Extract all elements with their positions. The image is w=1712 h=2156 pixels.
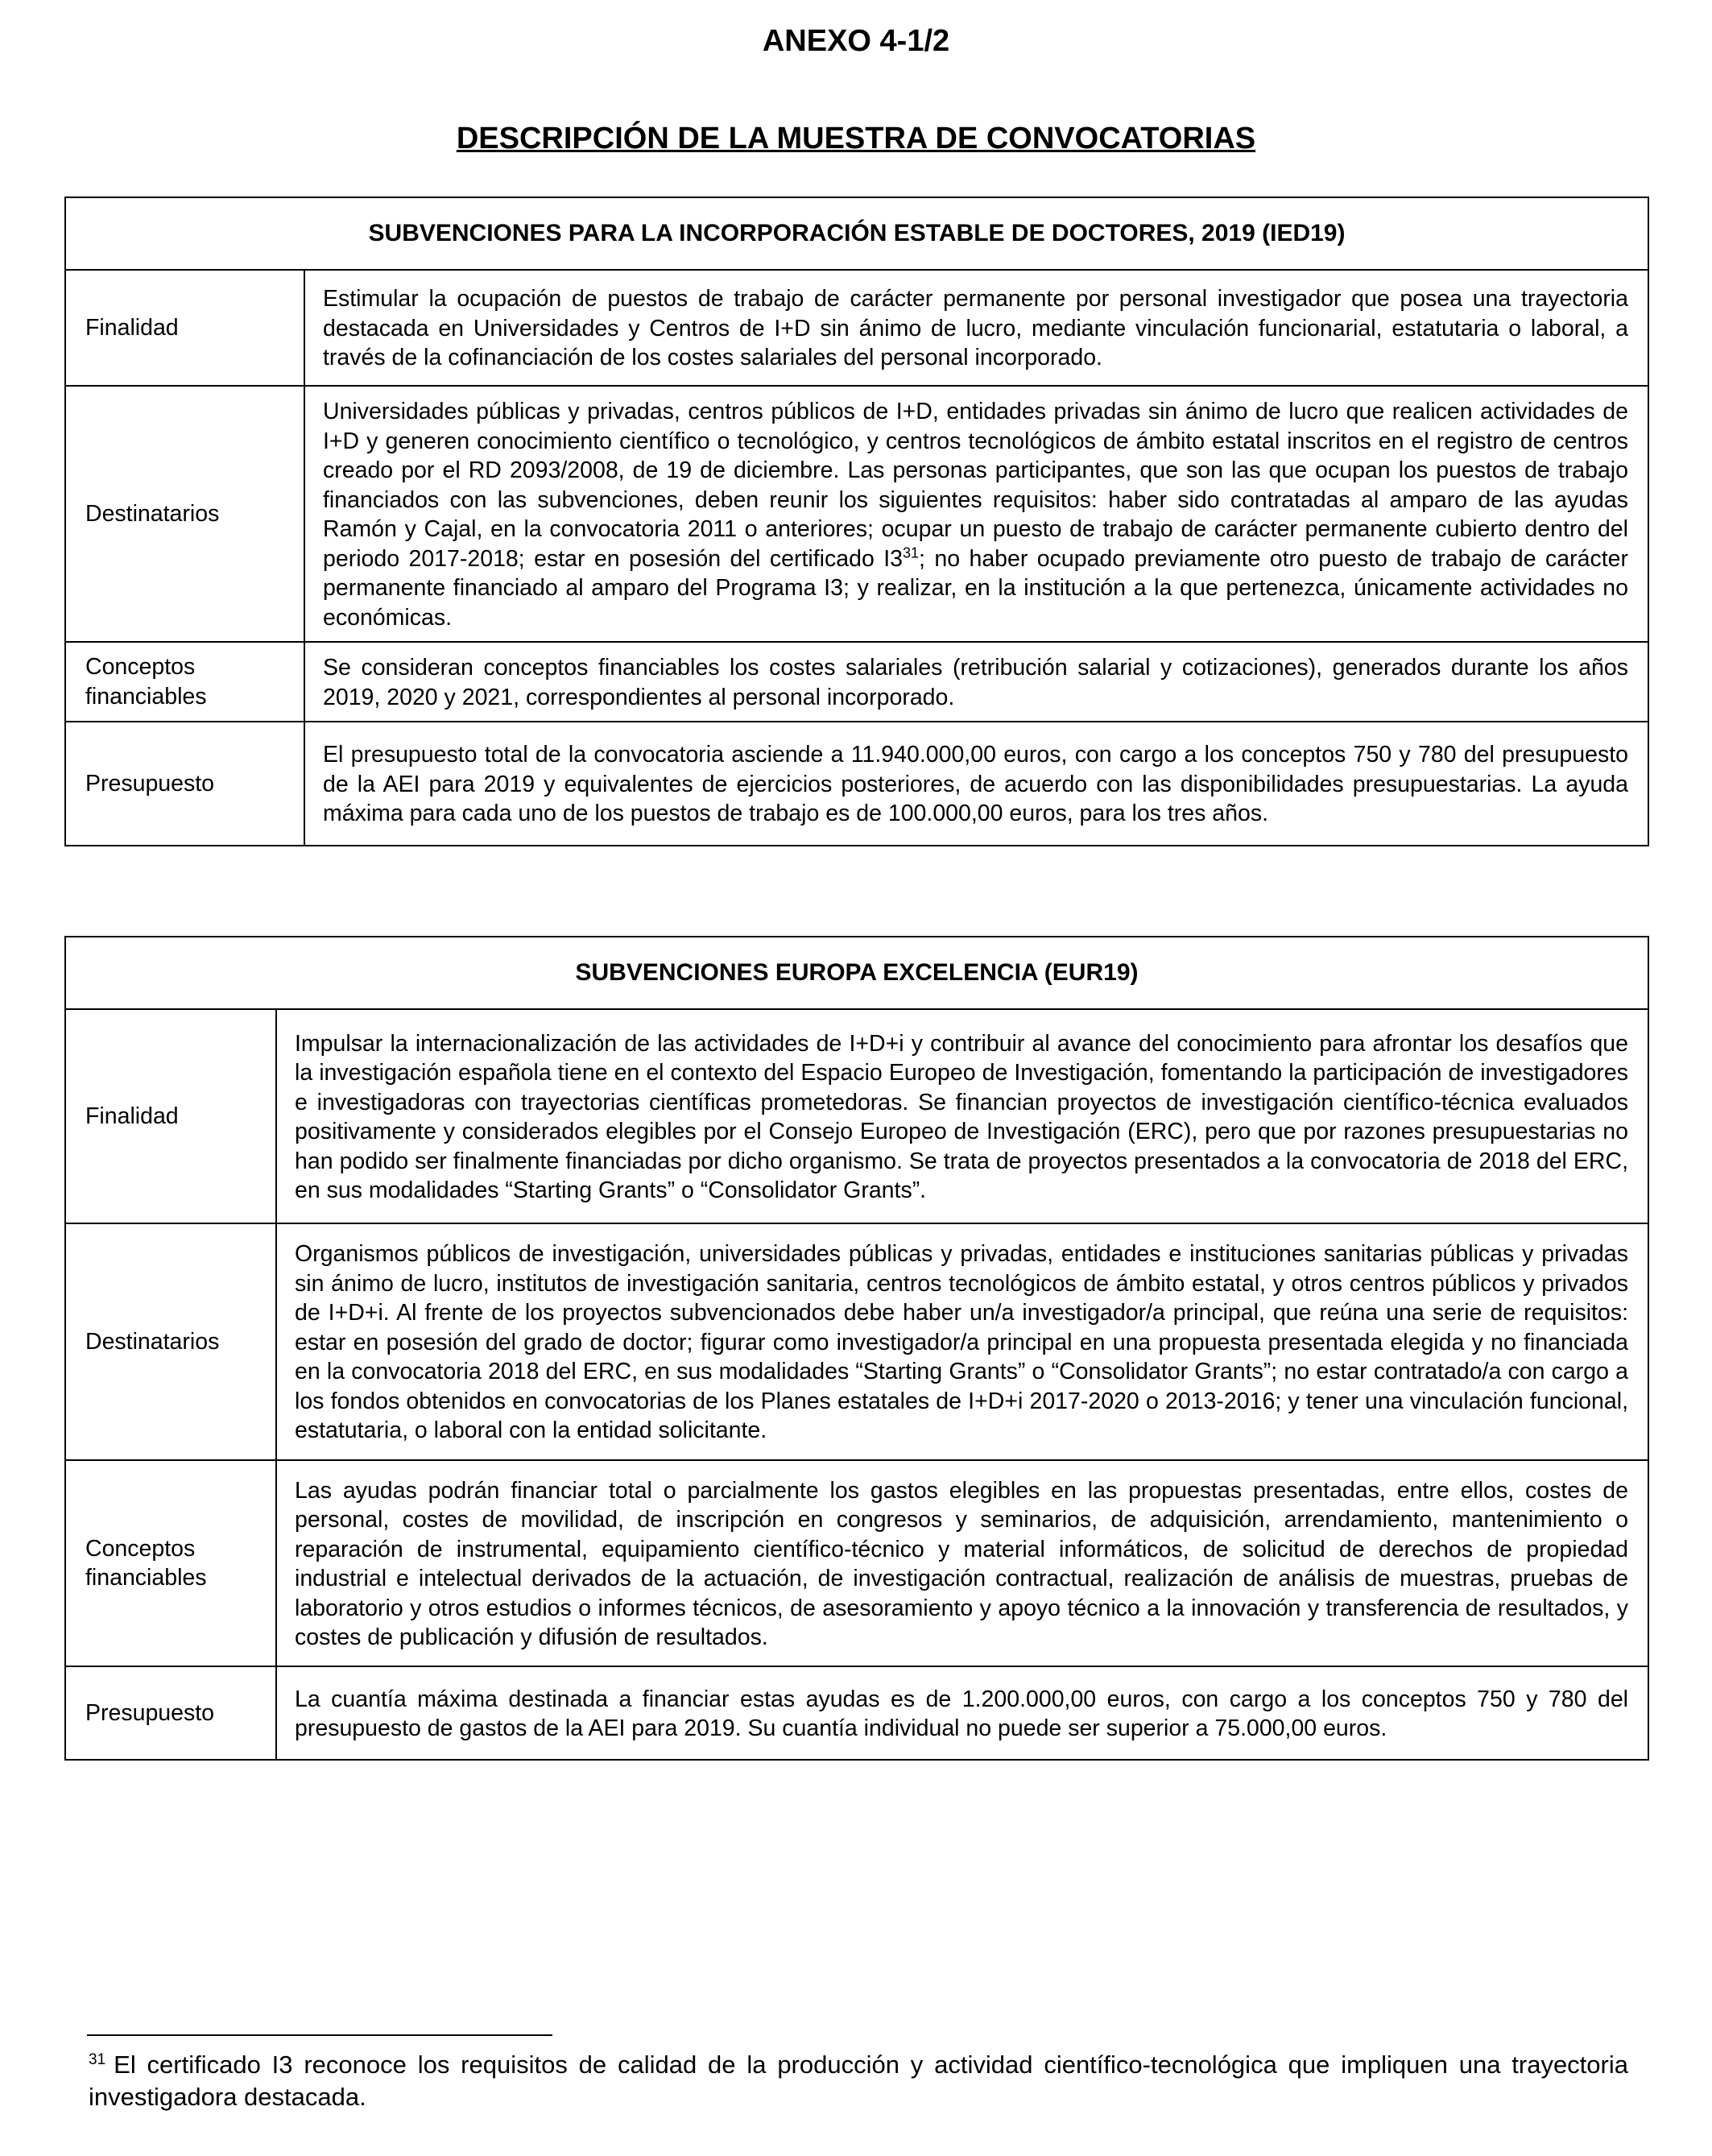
table-eur19 bbox=[64, 936, 1649, 1761]
table-row-finalidad bbox=[65, 270, 1648, 386]
table-header-row bbox=[65, 937, 1648, 1009]
table-row-conceptos bbox=[65, 1460, 1648, 1666]
table-title: SUBVENCIONES PARA LA INCORPORACIÓN ESTABLE DE DOCTORES, 2019 (IED19) bbox=[65, 197, 1648, 270]
table-row-destinatarios bbox=[65, 386, 1648, 642]
row-label: Presupuesto bbox=[65, 1666, 276, 1760]
row-label: Conceptos financiables bbox=[65, 642, 304, 722]
row-label: Finalidad bbox=[65, 1009, 276, 1223]
row-text-part: Universidades públicas y privadas, centros públicos de I+D, entidades privadas sin ánimo de lucro que realicen actividades de I+D y generen conocimiento científico o tecnológico, y centros tecnológicos de ámbito estatal inscritos en el registro de centros creado por el RD 2093/2008, de 19 de diciembre. Las personas participantes, que son las que ocupan los puestos de trabajo financiados con las subvenciones, deben reunir los siguientes requisitos: haber sido contratadas al amparo de las ayudas Ramón y Cajal, en la convocatoria 2011 o anteriores; ocupar un puesto de trabajo de carácter permanente cubierto dentro del periodo 2017-2018; estar en posesión del certificado I3 bbox=[323, 399, 1628, 572]
footnote bbox=[89, 2049, 1628, 2113]
table-row-presupuesto bbox=[65, 722, 1648, 846]
row-text: Impulsar la internacionalización de las actividades de I+D+i y contribuir al avance del conocimiento para afrontar los desafíos que la investigación española tiene en el contexto del Espacio Europeo de Investigación, fomentando la participación de investigadores e investigadoras con trayectorias científicas prometedoras. Se financian proyectos de investigación científico-técnica evaluados positivamente y considerados elegibles por el Consejo Europeo de Investigación (ERC), pero que por razones presupuestarias no han podido ser finalmente financiadas por dicho organismo. Se trata de proyectos presentados a la convocatoria de 2018 del ERC, en sus modalidades “Starting Grants” o “Consolidator Grants”. bbox=[276, 1009, 1648, 1223]
annex-heading: ANEXO 4-1/2 bbox=[762, 24, 950, 58]
row-label: Destinatarios bbox=[65, 1223, 276, 1460]
row-label: Destinatarios bbox=[65, 386, 304, 642]
table-row-finalidad bbox=[65, 1009, 1648, 1223]
row-text: La cuantía máxima destinada a financiar estas ayudas es de 1.200.000,00 euros, con cargo a los conceptos 750 y 780 del presupuesto de gastos de la AEI para 2019. Su cuantía individual no puede ser superior a 75.000,00 euros. bbox=[276, 1666, 1648, 1760]
row-label: Presupuesto bbox=[65, 722, 304, 846]
table-ied19 bbox=[64, 197, 1649, 846]
table-row-destinatarios bbox=[65, 1223, 1648, 1460]
row-text: Se consideran conceptos financiables los costes salariales (retribución salarial y cotizaciones), generados durante los años 2019, 2020 y 2021, correspondientes al personal incorporado. bbox=[304, 642, 1648, 722]
row-label: Conceptos financiables bbox=[65, 1460, 276, 1666]
row-text: Organismos públicos de investigación, universidades públicas y privadas, entidades e instituciones sanitarias públicas y privadas sin ánimo de lucro, institutos de investigación sanitaria, centros tecnológicos de ámbito estatal, y otros centros públicos y privados de I+D+i. Al frente de los proyectos subvencionados debe haber un/a investigador/a principal, que reúna una serie de requisitos: estar en posesión del grado de doctor; figurar como investigador/a principal en una propuesta presentada elegida y no financiada en la convocatoria 2018 del ERC, en sus modalidades “Starting Grants” o “Consolidator Grants”; no estar contratado/a con cargo a los fondos obtenidos en convocatorias de los Planes estatales de I+D+i 2017-2020 o 2013-2016; y tener una vinculación funcional, estatutaria, o laboral con la entidad solicitante. bbox=[276, 1223, 1648, 1460]
footnote-text: El certificado I3 reconoce los requisitos de calidad de la producción y actividad científico-tecnológica que impliquen una trayectoria investigadora destacada. bbox=[89, 2050, 1628, 2111]
table-row-presupuesto bbox=[65, 1666, 1648, 1760]
footnote-separator bbox=[87, 2034, 552, 2036]
row-text: Estimular la ocupación de puestos de trabajo de carácter permanente por personal investigador que posea una trayectoria destacada en Universidades y Centros de I+D sin ánimo de lucro, mediante vinculación funcionarial, estatutaria o laboral, a través de la cofinanciación de los costes salariales del personal incorporado. bbox=[304, 270, 1648, 386]
row-text: Las ayudas podrán financiar total o parcialmente los gastos elegibles en las propuestas presentadas, entre ellos, costes de personal, costes de movilidad, de inscripción en congresos y seminarios, de adquisición, arrendamiento, mantenimiento o reparación de instrumental, equipamiento científico-técnico y material informáticos, de solicitud de derechos de propiedad industrial e intelectual derivados de la actuación, de investigación contractual, realización de análisis de muestras, pruebas de laboratorio y otros estudios o informes técnicos, de asesoramiento y apoyo técnico a la innovación y transferencia de resultados, y costes de publicación y difusión de resultados. bbox=[276, 1460, 1648, 1666]
document-title: DESCRIPCIÓN DE LA MUESTRA DE CONVOCATORIAS bbox=[456, 122, 1256, 155]
footnote-number: 31 bbox=[89, 2050, 106, 2068]
table-header-row bbox=[65, 197, 1648, 270]
table-row-conceptos bbox=[65, 642, 1648, 722]
footnote-reference: 31 bbox=[903, 544, 920, 561]
row-label: Finalidad bbox=[65, 270, 304, 386]
row-text: El presupuesto total de la convocatoria asciende a 11.940.000,00 euros, con cargo a los conceptos 750 y 780 del presupuesto de la AEI para 2019 y equivalentes de ejercicios posteriores, de acuerdo con las disponibilidades presupuestarias. La ayuda máxima para cada uno de los puestos de trabajo es de 100.000,00 euros, para los tres años. bbox=[304, 722, 1648, 846]
row-text-part: ; no haber ocupado previamente otro puesto de trabajo de carácter permanente financiado al amparo del Programa I3; y realizar, en la institución a la que pertenezca, únicamente actividades no económicas. bbox=[323, 545, 1628, 631]
table-title: SUBVENCIONES EUROPA EXCELENCIA (EUR19) bbox=[65, 937, 1648, 1009]
row-text bbox=[304, 386, 1648, 642]
